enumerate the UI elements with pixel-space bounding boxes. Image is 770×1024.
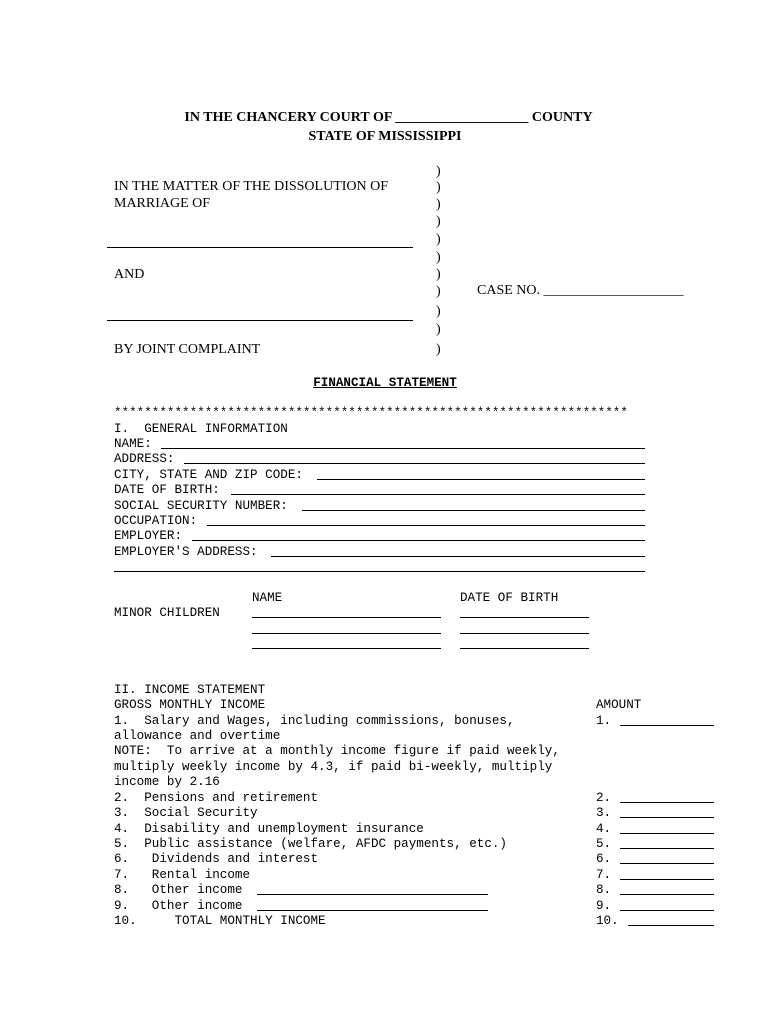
- amount-label-6: 6.: [596, 852, 619, 866]
- city-state-zip-field[interactable]: [317, 479, 645, 480]
- amount-field-6[interactable]: [620, 863, 714, 864]
- amount-field-8[interactable]: [620, 894, 714, 895]
- general-heading: I. GENERAL INFORMATION: [114, 422, 288, 436]
- ssn-label: SOCIAL SECURITY NUMBER:: [114, 499, 296, 513]
- matter-line-2: MARRIAGE OF: [114, 196, 211, 211]
- and-label: AND: [114, 267, 145, 282]
- occupation-label: OCCUPATION:: [114, 514, 205, 528]
- caption-paren: ): [436, 267, 441, 282]
- amount-label-8: 8.: [596, 883, 619, 897]
- child-dob-field[interactable]: [460, 617, 589, 618]
- caption-paren: ): [436, 304, 441, 319]
- caption-paren: ): [436, 180, 441, 195]
- amount-field-7[interactable]: [620, 879, 714, 880]
- caption-paren: ): [436, 164, 441, 179]
- court-line-prefix: IN THE CHANCERY COURT OF: [184, 110, 396, 125]
- child-name-field[interactable]: [252, 617, 441, 618]
- income-item-7: 7. Rental income: [114, 868, 251, 882]
- document-title: FINANCIAL STATEMENT: [313, 376, 457, 390]
- gross-income-subheading: GROSS MONTHLY INCOME: [114, 698, 266, 712]
- income-item-9: 9. Other income: [114, 899, 251, 913]
- employer-address-field[interactable]: [271, 556, 645, 557]
- name-field[interactable]: [161, 448, 645, 449]
- caption-paren: ): [436, 342, 441, 357]
- income-note-line-1: NOTE: To arrive at a monthly income figure if paid weekly,: [114, 744, 560, 758]
- amount-label-10: 10.: [596, 914, 627, 928]
- child-name-field[interactable]: [252, 633, 441, 634]
- address-field[interactable]: [184, 463, 645, 464]
- amount-field-1[interactable]: [620, 725, 714, 726]
- income-item-1-cont: allowance and overtime: [114, 729, 281, 743]
- amount-label-2: 2.: [596, 791, 619, 805]
- employer-address-label: EMPLOYER'S ADDRESS:: [114, 545, 266, 559]
- joint-complaint-label: BY JOINT COMPLAINT: [114, 342, 261, 357]
- other-income-field-1[interactable]: [257, 894, 488, 895]
- court-heading: [0, 94, 770, 126]
- state-heading: STATE OF MISSISSIPPI: [308, 129, 462, 144]
- court-line-suffix: COUNTY: [528, 110, 593, 125]
- amount-label-5: 5.: [596, 837, 619, 851]
- amount-header: AMOUNT: [596, 698, 642, 712]
- employer-label: EMPLOYER:: [114, 529, 190, 543]
- date-of-birth-label: DATE OF BIRTH:: [114, 483, 228, 497]
- party-two-line[interactable]: [107, 320, 413, 321]
- income-note-line-2: multiply weekly income by 4.3, if paid bi-weekly, multiply: [114, 760, 553, 774]
- caption-paren: ): [436, 250, 441, 265]
- children-name-header: NAME: [252, 591, 283, 605]
- amount-label-1: 1.: [596, 714, 619, 728]
- caption-paren: ): [436, 232, 441, 247]
- child-dob-field[interactable]: [460, 633, 589, 634]
- caption-paren: ): [436, 322, 441, 337]
- ssn-field[interactable]: [302, 510, 645, 511]
- income-item-8: 8. Other income: [114, 883, 251, 897]
- other-income-field-2[interactable]: [257, 910, 488, 911]
- caption-paren: ): [436, 214, 441, 229]
- date-of-birth-field[interactable]: [231, 494, 645, 495]
- caption-paren: ): [436, 284, 441, 299]
- amount-label-7: 7.: [596, 868, 619, 882]
- amount-field-9[interactable]: [620, 910, 714, 911]
- income-note-line-3: income by 2.16: [114, 775, 220, 789]
- income-item-3: 3. Social Security: [114, 806, 258, 820]
- party-one-line[interactable]: [107, 247, 413, 248]
- case-no-blank[interactable]: ____________________: [543, 283, 684, 298]
- caption-paren: ): [436, 197, 441, 212]
- amount-field-10[interactable]: [628, 925, 714, 926]
- income-item-4: 4. Disability and unemployment insurance: [114, 822, 424, 836]
- children-dob-header: DATE OF BIRTH: [460, 591, 559, 605]
- income-heading: II. INCOME STATEMENT: [114, 683, 266, 697]
- amount-label-3: 3.: [596, 806, 619, 820]
- employer-field[interactable]: [192, 540, 645, 541]
- amount-field-2[interactable]: [620, 802, 714, 803]
- income-item-5: 5. Public assistance (welfare, AFDC payments, etc.): [114, 837, 507, 851]
- minor-children-label: MINOR CHILDREN: [114, 606, 220, 620]
- income-item-1: 1. Salary and Wages, including commissions, bonuses,: [114, 714, 515, 728]
- amount-label-4: 4.: [596, 822, 619, 836]
- separator: ********************************************************************: [114, 406, 628, 420]
- income-item-6: 6. Dividends and interest: [114, 852, 319, 866]
- child-dob-field[interactable]: [460, 648, 589, 649]
- occupation-field[interactable]: [207, 525, 645, 526]
- amount-field-5[interactable]: [620, 848, 714, 849]
- child-name-field[interactable]: [252, 648, 441, 649]
- matter-line-1: IN THE MATTER OF THE DISSOLUTION OF: [114, 179, 389, 194]
- county-blank[interactable]: ___________________: [395, 110, 529, 125]
- city-state-zip-label: CITY, STATE AND ZIP CODE:: [114, 468, 311, 482]
- income-item-10: 10. TOTAL MONTHLY INCOME: [114, 914, 326, 928]
- income-item-2: 2. Pensions and retirement: [114, 791, 319, 805]
- amount-field-4[interactable]: [620, 833, 714, 834]
- amount-label-9: 9.: [596, 899, 619, 913]
- case-no-label: CASE NO.: [477, 283, 541, 298]
- employer-address-field-2[interactable]: [114, 571, 645, 572]
- amount-field-3[interactable]: [620, 817, 714, 818]
- case-number: [470, 267, 684, 299]
- address-label: ADDRESS:: [114, 452, 183, 466]
- name-label: NAME:: [114, 437, 160, 451]
